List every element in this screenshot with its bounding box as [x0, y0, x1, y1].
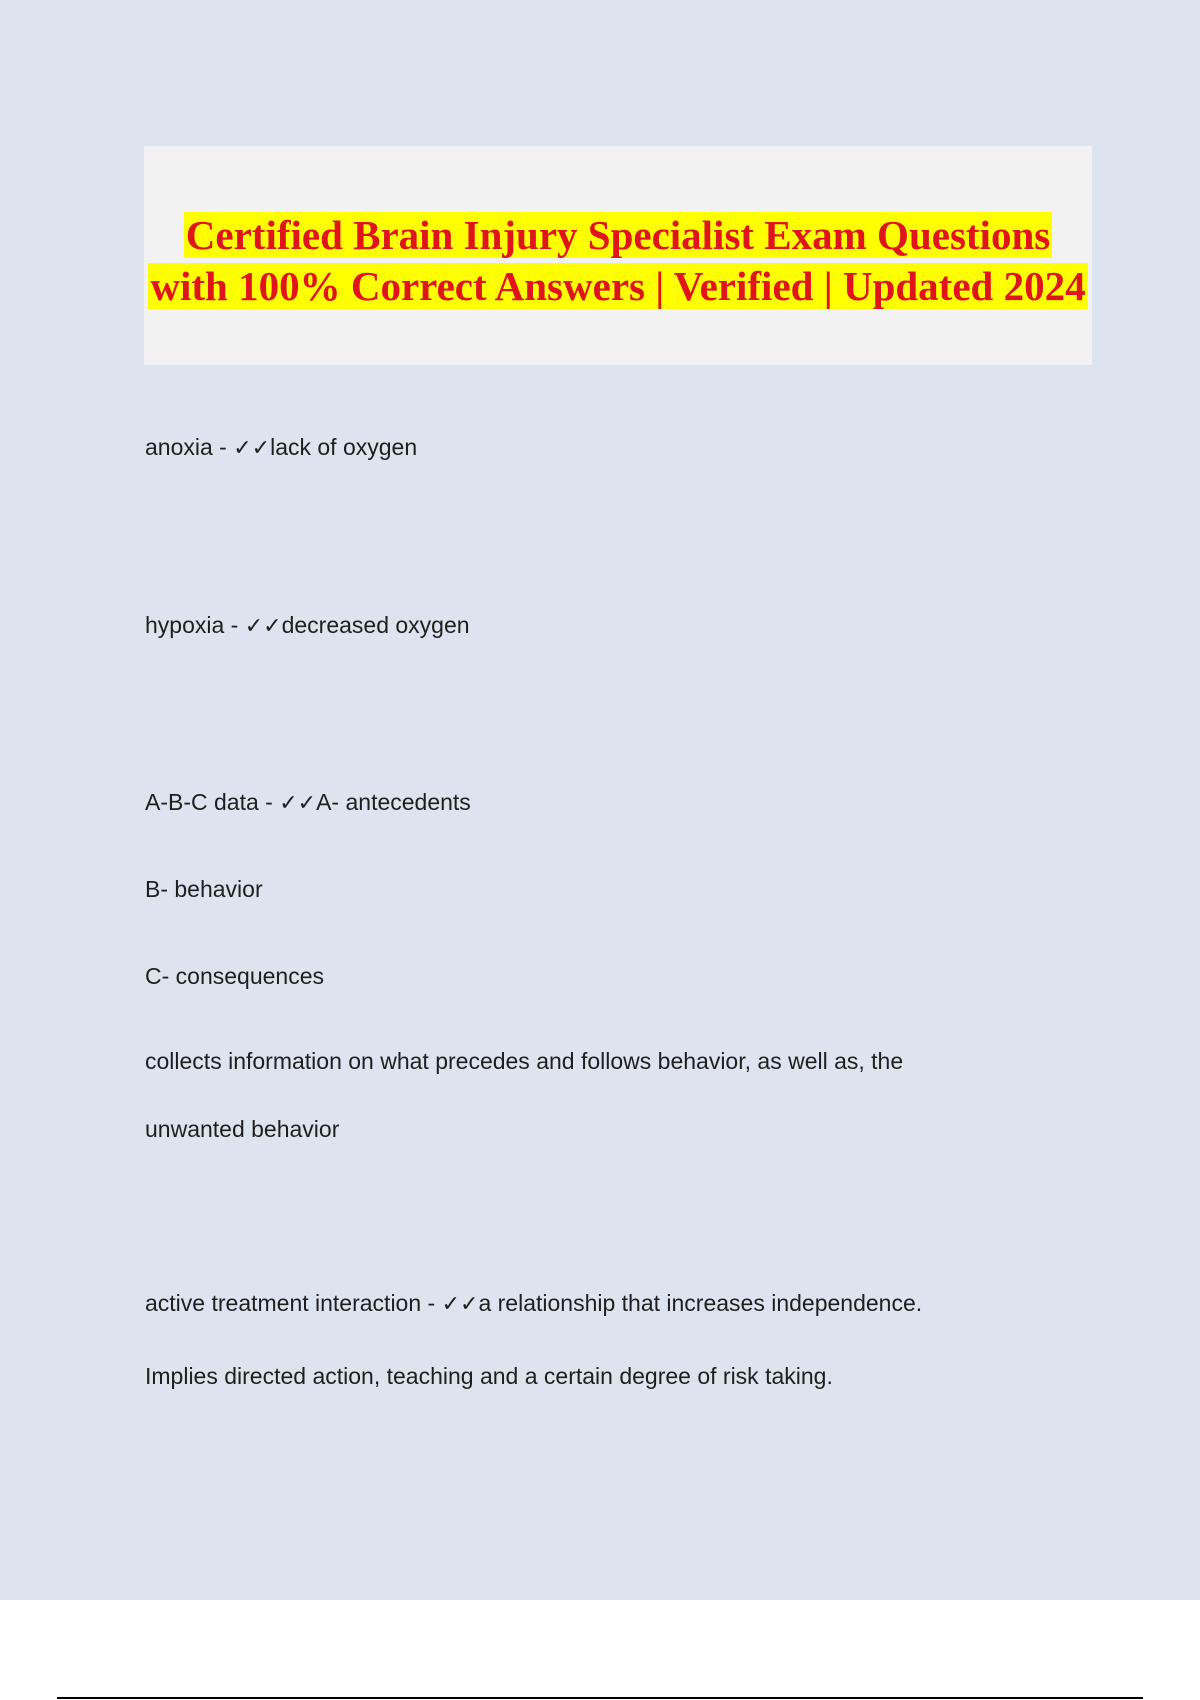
term: anoxia - — [145, 434, 234, 460]
answer: decreased oxygen — [281, 612, 470, 638]
double-check-icon: ✓✓ — [244, 614, 282, 639]
answer: A- antecedents — [316, 789, 471, 815]
double-check-icon: ✓✓ — [441, 1292, 479, 1317]
answer-continuation: B- behavior — [145, 876, 263, 902]
document-title — [144, 210, 1092, 312]
qa-entry-abc-data — [145, 787, 471, 819]
double-check-icon: ✓✓ — [233, 436, 271, 461]
qa-entry-hypoxia — [145, 610, 470, 642]
title-banner — [144, 146, 1092, 365]
double-check-icon: ✓✓ — [279, 791, 317, 816]
answer: lack of oxygen — [270, 434, 418, 460]
term: hypoxia - — [145, 612, 245, 638]
answer: a relationship that increases independence. — [478, 1290, 923, 1316]
term: A-B-C data - — [145, 789, 280, 815]
answer-continuation: collects information on what precedes and follows behavior, as well as, the — [145, 1048, 904, 1074]
term: active treatment interaction - — [145, 1290, 442, 1316]
title-highlight: Certified Brain Injury Specialist Exam Questions with 100% Correct Answers | Verified | Updated 2024 — [150, 212, 1086, 309]
qa-entry-anoxia — [145, 432, 417, 464]
answer-continuation: unwanted behavior — [145, 1116, 340, 1142]
answer-continuation: C- consequences — [145, 963, 324, 989]
qa-entry-active-treatment-interaction — [145, 1288, 922, 1320]
footer-divider — [57, 1697, 1143, 1699]
answer-continuation: Implies directed action, teaching and a certain degree of risk taking. — [145, 1363, 833, 1389]
